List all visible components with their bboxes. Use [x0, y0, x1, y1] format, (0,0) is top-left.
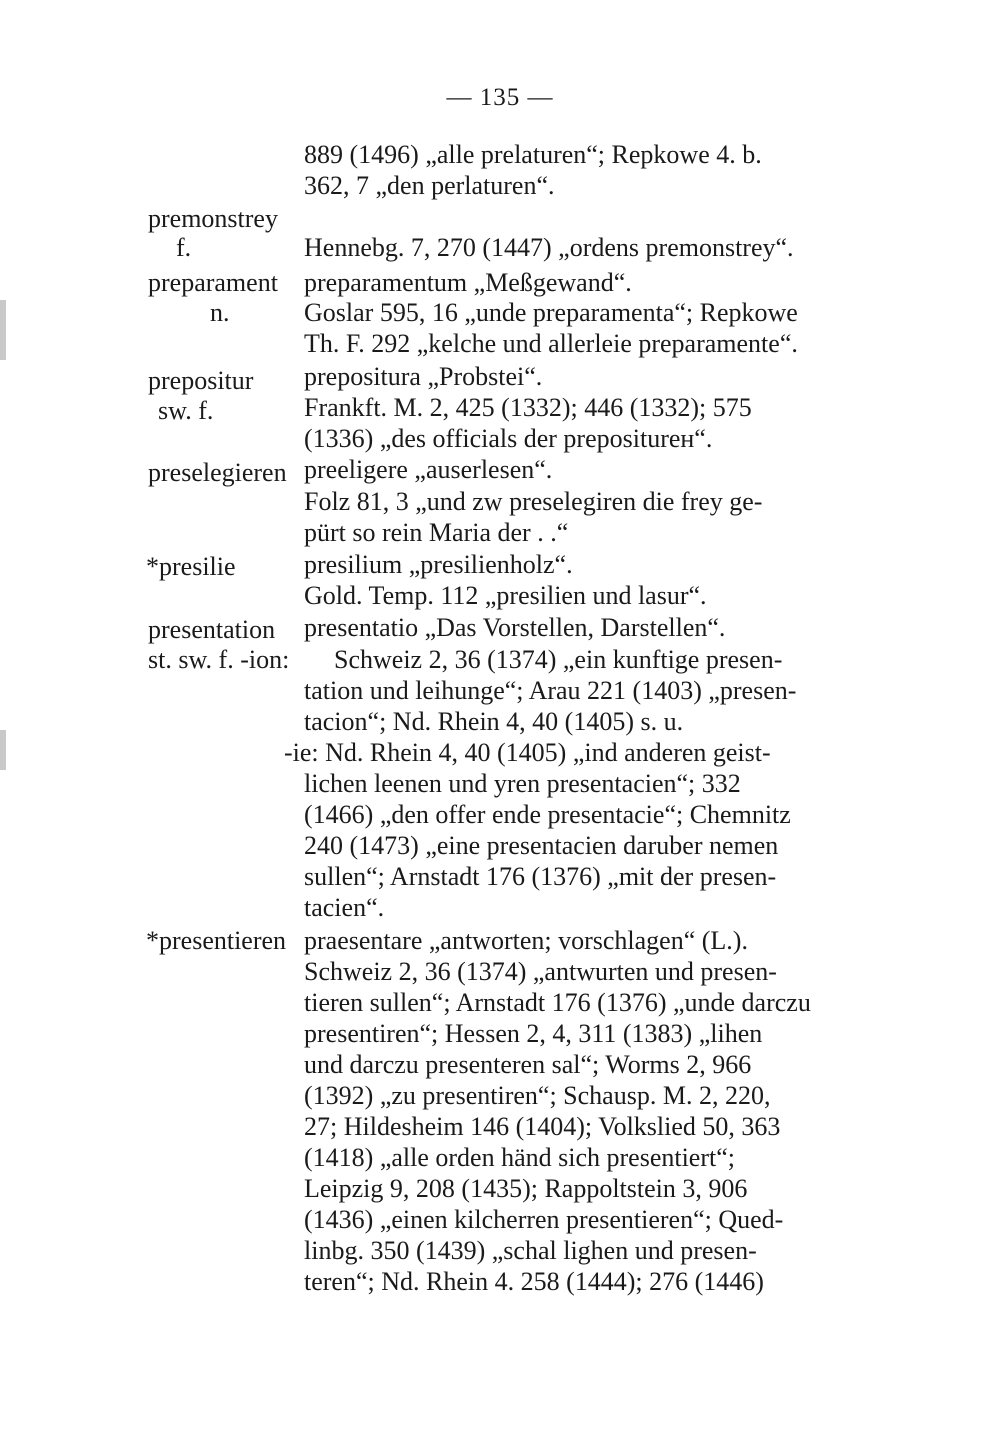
entry-text-line: Folz 81, 3 „und zw preselegiren die frey ge- — [304, 487, 763, 516]
entry-text-line: und darczu presenteren sal“; Worms 2, 966 — [304, 1050, 752, 1079]
entry-grammar: sw. f. — [158, 396, 214, 425]
entry-grammar: f. — [176, 233, 192, 262]
entry-text-line: praesentare „antworten; vorschlagen“ (L.). — [304, 926, 748, 955]
entry-text-line: -ie: Nd. Rhein 4, 40 (1405) „ind anderen geist- — [284, 738, 771, 767]
entry-text-line: teren“; Nd. Rhein 4. 258 (1444); 276 (1446) — [304, 1267, 764, 1296]
entry-text-line: Leipzig 9, 208 (1435); Rappoltstein 3, 906 — [304, 1174, 748, 1203]
entry-text-line: sullen“; Arnstadt 176 (1376) „mit der presen- — [304, 862, 777, 891]
entry-lemma: presentation — [148, 615, 276, 644]
entry-text-line: 240 (1473) „eine presentacien daruber nemen — [304, 831, 779, 860]
entry-text-line: presentatio „Das Vorstellen, Darstellen“. — [304, 613, 726, 642]
entry-text-line: presilium „presilienholz“. — [304, 550, 573, 579]
entry-text-line: Frankft. M. 2, 425 (1332); 446 (1332); 575 — [304, 393, 752, 422]
scan-edge-mark — [0, 300, 6, 360]
entry-grammar: st. sw. f. -ion: — [148, 645, 290, 674]
entry-text-line: tacion“; Nd. Rhein 4, 40 (1405) s. u. — [304, 707, 684, 736]
entry-text-line: pürt so rein Maria der . .“ — [304, 518, 569, 547]
entry-text-line: presentiren“; Hessen 2, 4, 311 (1383) „lihen — [304, 1019, 763, 1048]
entry-lemma: *presentieren — [146, 926, 287, 955]
entry-text-line: 362, 7 „den perlaturen“. — [304, 171, 555, 200]
scan-edge-mark — [0, 730, 6, 770]
entry-lemma: prepositur — [148, 366, 254, 395]
entry-grammar: n. — [210, 298, 230, 327]
entry-text-line: Goslar 595, 16 „unde preparamenta“; Repkowe — [304, 298, 798, 327]
entry-text-line: preeligere „auserlesen“. — [304, 455, 553, 484]
entry-text-line: 889 (1496) „alle prelaturen“; Repkowe 4. b. — [304, 140, 762, 169]
entry-text-line: linbg. 350 (1439) „schal lighen und presen- — [304, 1236, 757, 1265]
entry-text-line: tacien“. — [304, 893, 385, 922]
entry-text-line: preparamentum „Meßgewand“. — [304, 268, 632, 297]
entry-lemma: premonstrey — [148, 204, 278, 233]
entry-text-line: 27; Hildesheim 146 (1404); Volkslied 50, 363 — [304, 1112, 781, 1141]
entry-text-line: prepositura „Probstei“. — [304, 362, 543, 391]
page-number: — 135 — — [446, 84, 554, 111]
entry-text-line: Schweiz 2, 36 (1374) „ein kunftige presen- — [334, 645, 783, 674]
entry-text-line: (1418) „alle orden händ sich presentiert“; — [304, 1143, 735, 1172]
entry-text-line: (1336) „des officials der prepositurен“. — [304, 424, 713, 453]
entry-lemma: *presilie — [146, 552, 236, 581]
entry-text-line: (1436) „einen kilcherren presentieren“; Qued- — [304, 1205, 784, 1234]
entry-text-line: (1392) „zu presentiren“; Schausp. M. 2, 220, — [304, 1081, 771, 1110]
entry-text-line: Schweiz 2, 36 (1374) „antwurten und presen- — [304, 957, 777, 986]
entry-text-line: Th. F. 292 „kelche und allerleie preparamente“. — [304, 329, 798, 358]
entry-text-line: (1466) „den offer ende presentacie“; Chemnitz — [304, 800, 791, 829]
entry-text-line: tation und leihunge“; Arau 221 (1403) „presen- — [304, 676, 797, 705]
entry-text-line: lichen leenen und yren presentacien“; 332 — [304, 769, 741, 798]
entry-text-line: Hennebg. 7, 270 (1447) „ordens premonstrey“. — [304, 233, 794, 262]
entry-lemma: preparament — [148, 268, 278, 297]
entry-lemma: preselegieren — [148, 458, 287, 487]
entry-text-line: tieren sullen“; Arnstadt 176 (1376) „unde darczu — [304, 988, 811, 1017]
entry-text-line: Gold. Temp. 112 „presilien und lasur“. — [304, 581, 707, 610]
